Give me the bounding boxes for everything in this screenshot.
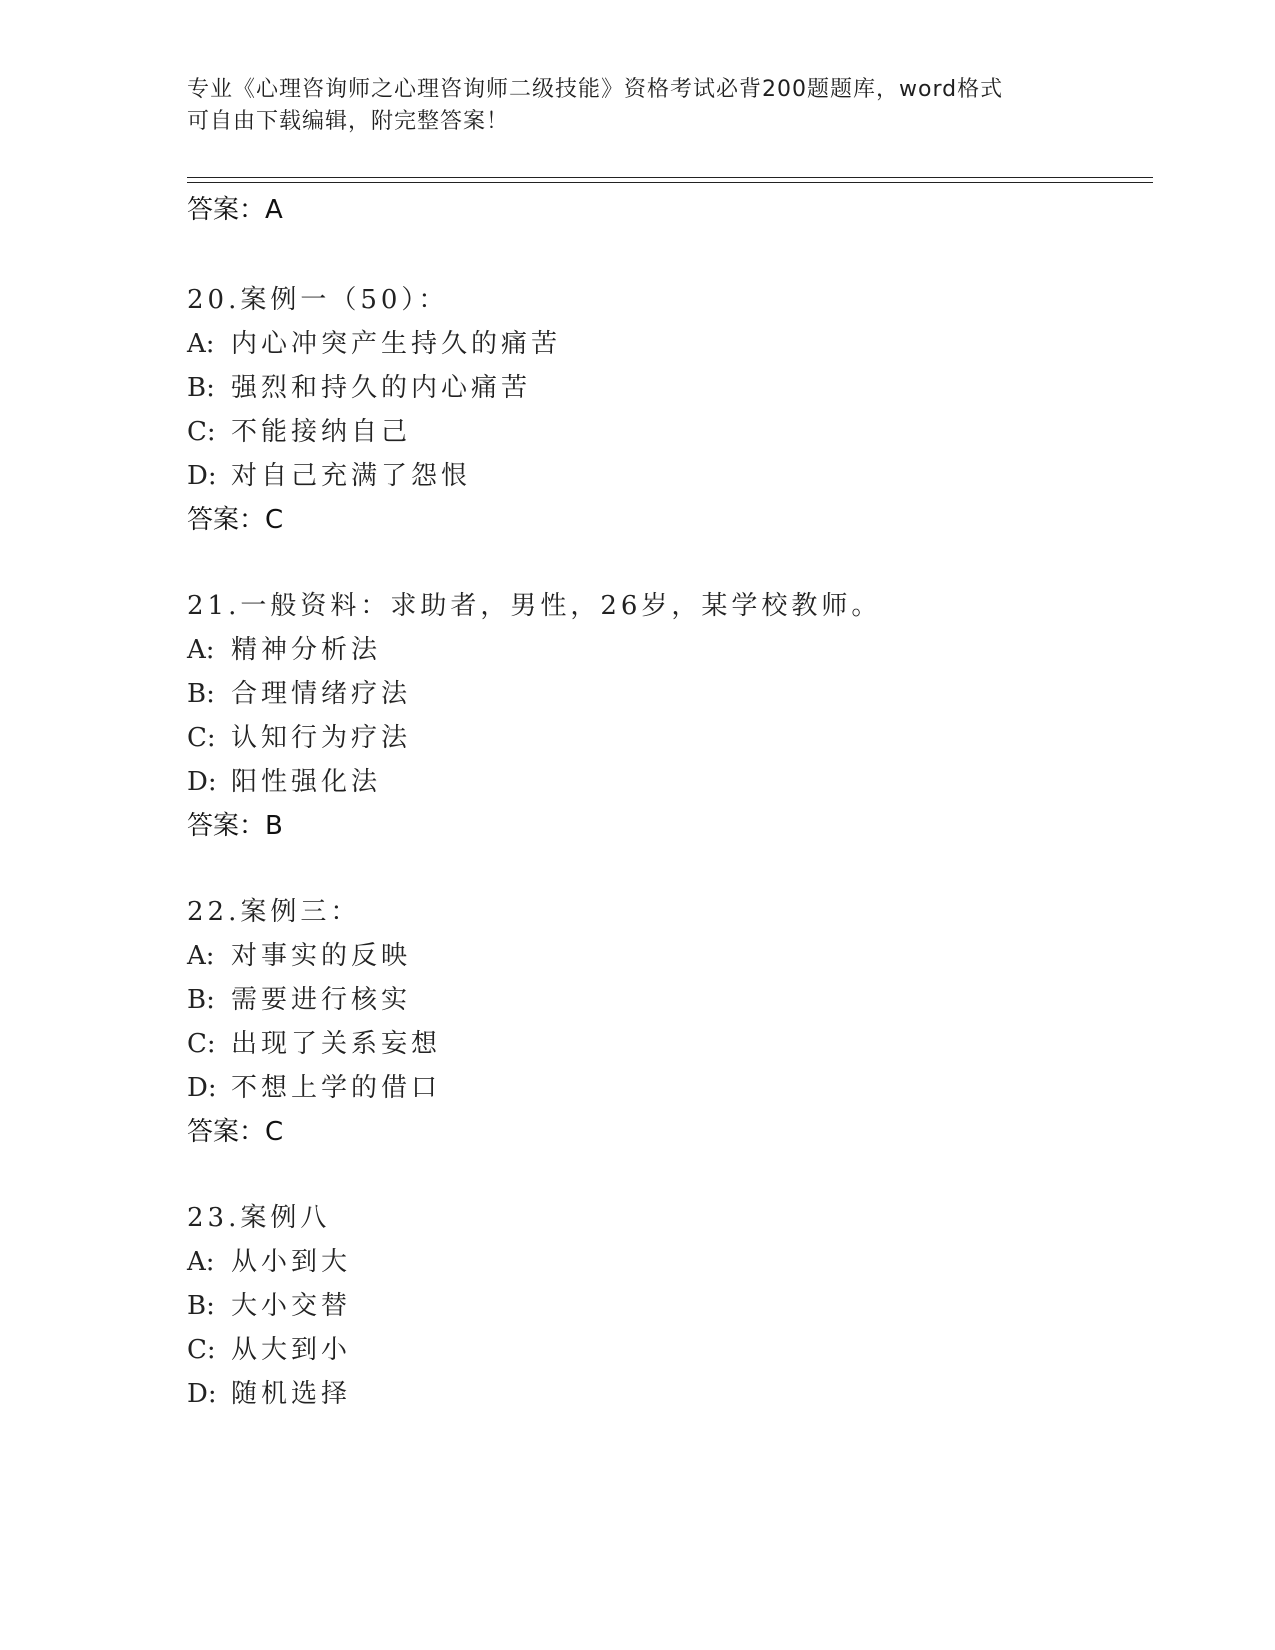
option-key: A:	[187, 635, 215, 665]
option-text: 强烈和持久的内心痛苦	[231, 373, 532, 403]
answer-line: 答案：C	[187, 505, 284, 535]
option-key: A:	[187, 941, 215, 971]
option-b	[187, 982, 411, 1018]
option-key: B:	[187, 373, 215, 403]
option-key: C:	[187, 1029, 216, 1059]
header-line-2: 可自由下载编辑，附完整答案！	[187, 109, 510, 134]
option-text: 从小到大	[231, 1247, 352, 1277]
option-text: 阳性强化法	[231, 767, 382, 797]
option-b	[187, 370, 531, 406]
question-title: 21.一般资料：求助者，男性，26岁，某学校教师。	[187, 591, 882, 621]
option-c	[187, 720, 411, 756]
option-text: 内心冲突产生持久的痛苦	[231, 329, 562, 359]
option-key: C:	[187, 417, 216, 447]
option-d	[187, 764, 381, 800]
option-key: D:	[187, 1073, 217, 1103]
option-text: 从大到小	[231, 1335, 352, 1365]
option-text: 不能接纳自己	[231, 417, 412, 447]
option-c	[187, 1332, 351, 1368]
option-key: B:	[187, 679, 215, 709]
option-key: A:	[187, 329, 215, 359]
option-a	[187, 326, 561, 362]
option-text: 对自己充满了怨恨	[231, 461, 472, 491]
option-key: C:	[187, 723, 216, 753]
option-c	[187, 414, 411, 450]
option-b	[187, 1288, 351, 1324]
option-c	[187, 1026, 441, 1062]
header-divider-top	[187, 177, 1153, 178]
option-d	[187, 1070, 441, 1106]
answer-line: 答案：B	[187, 811, 283, 841]
option-text: 不想上学的借口	[231, 1073, 442, 1103]
prev-answer: 答案：A	[187, 195, 283, 225]
option-text: 需要进行核实	[231, 985, 412, 1015]
option-key: A:	[187, 1247, 215, 1277]
option-d	[187, 458, 471, 494]
option-b	[187, 676, 411, 712]
option-key: B:	[187, 985, 215, 1015]
option-text: 对事实的反映	[231, 941, 412, 971]
option-d	[187, 1376, 351, 1412]
option-text: 随机选择	[231, 1379, 352, 1409]
option-key: D:	[187, 461, 217, 491]
option-text: 合理情绪疗法	[231, 679, 412, 709]
option-text: 认知行为疗法	[231, 723, 412, 753]
header-line-1: 专业《心理咨询师之心理咨询师二级技能》资格考试必背200题题库，word格式	[187, 77, 1004, 102]
option-a	[187, 938, 411, 974]
option-text: 大小交替	[231, 1291, 352, 1321]
question-title: 22.案例三：	[187, 897, 361, 927]
option-key: B:	[187, 1291, 215, 1321]
header-divider-bottom	[187, 182, 1153, 183]
option-text: 出现了关系妄想	[231, 1029, 442, 1059]
answer-line: 答案：C	[187, 1117, 284, 1147]
option-a	[187, 632, 381, 668]
question-title: 20.案例一（50）：	[187, 285, 449, 315]
option-key: D:	[187, 1379, 217, 1409]
document-header	[187, 74, 1067, 138]
question-title: 23.案例八	[187, 1203, 331, 1233]
option-a	[187, 1244, 351, 1280]
option-text: 精神分析法	[231, 635, 382, 665]
option-key: D:	[187, 767, 217, 797]
option-key: C:	[187, 1335, 216, 1365]
